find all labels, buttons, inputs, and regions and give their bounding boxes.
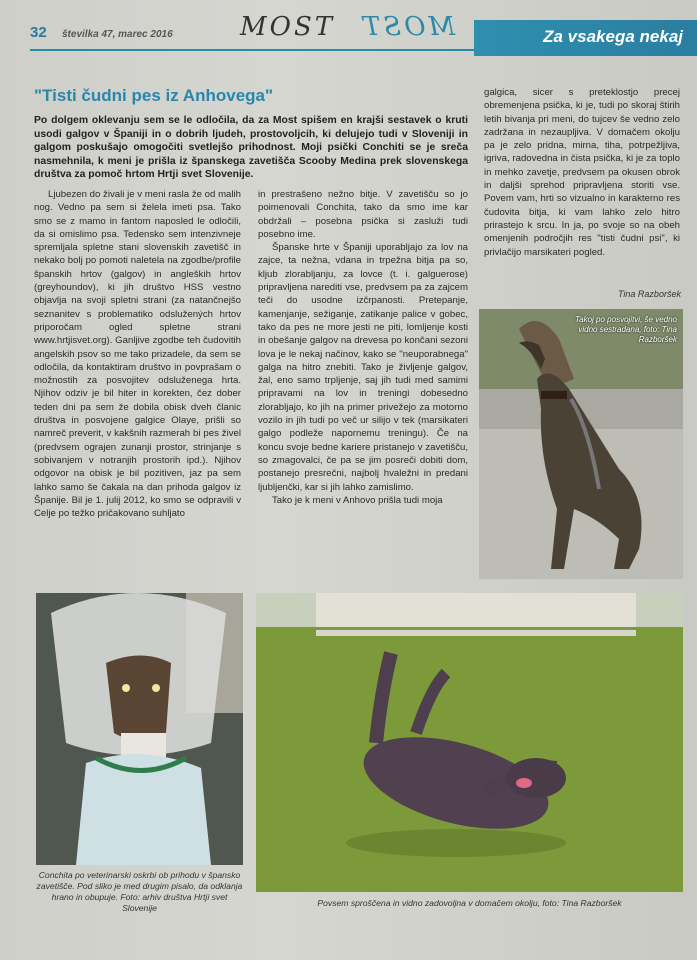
- logo-mirror-text: MOST: [360, 12, 456, 42]
- column-3: [484, 86, 680, 259]
- author-signature: Tina Razboršek: [618, 289, 681, 299]
- column-2-paragraph-2: Španske hrte v Španiji uporabljajo za lov na zajce, ta nežna, vdana in trpežna bitja pa so, kljub zlorabljanju, za lovce (t. i. galguerose) pripravljena narediti vse, predvsem pa za zajcem teči do usodne izčrpanosti. Pretepanje, kamenjanje, sežiganje, zatikanje palice v gobec, tako da pes ne more jesti ne piti, lomljenje kosti in obešanje galgov na drevesa po končani sezoni lova je le nekaj načinov, kako se "neuporabnega" galga na hitro znebiti. Tako je življenje galgov, žal, eno samo trpljenje, saj jih tudi med samimi pripravami na lov in treningi dobesedno zlorabljajo, ko jih na primer privežejo za motorno vozilo in jih tudi po več ur silijo v tek (marsikateri galgo podleže napornemu treningu). Če na koncu svoje bedne kariere pristanejo v zavetišču, so zmagovalci, če pa se jim posreči dobiti dom, postanejo presrečni, najbolj hvaležni in predani ljubljenčki, kar si jih lahko zamislimo.: [258, 242, 468, 493]
- article-title: "Tisti čudni pes iz Anhovega": [34, 86, 274, 105]
- photo-3-caption: Povsem sproščena in vidno zadovoljna v domačem okolju, foto: Tina Razboršek: [317, 898, 622, 908]
- header-rule: [30, 49, 474, 51]
- column-2: [258, 188, 468, 507]
- logo-text: MOST: [240, 12, 336, 42]
- issue-label: številka 47, marec 2016: [62, 29, 173, 40]
- photo-1-caption: Takoj po posvojitvi, še vedno vidno sestradana, foto: Tina Razboršek: [575, 315, 677, 344]
- column-1: [34, 188, 241, 520]
- dog-grass-illustration: [256, 593, 683, 892]
- column-1-text: Ljubezen do živali je v meni rasla že od malih nog. Vedno pa sem si želela imeti psa. Tako smo se z mamo in fantom naposled le odločili, da si omislimo psa. Tedensko sem intenzivneje spremljala spletne stani slovenskih zavetišč in nekako bolj po pomoti naletela na zgodbe/profile španskih hrtov (galgov) in angleških hrtov (greyhoundov), ki jih društvo HSS vestno objavlja na svoji spletni strani (za natančnejšo seznanitev s problematiko odslužených hrtov priporočam ogled spletne strani www.hrtjisvet.org). Ganljive zgodbe teh čudovitih angelskih psov so me tako prizadele, da sem se odločila, da kontaktiram društvo in povprašam o možnostih za posvojitev odsluženega hrta. Njihov odziv je bil hiter in korekten, čez dober teden dni pa sem že dobila obisk dveh članic društva in posvojene galgice Olaye, prišli so namreč preverit, v kakšnih razmerah bi pes živel (predvsem ograjen zunanji prostor, strinjanje s sobivanjem v notranjih prostorih ipd.). Njihov odgovor na obisk je bil pozitiven, jaz pa sem lahko samo še čakala na dan prihoda galgov iz Španije. Bil je 1. julij 2012, ko smo se odpravili v Celje po težko pričakovano suhljato: [34, 189, 241, 520]
- dog-cone-illustration: [36, 593, 243, 865]
- column-3-text: galgica, sicer s preteklostjo precej obremenjena psička, ki je, tudi po skoraj štirih letih bivanja pri meni, do tujcev še vedno zelo zadržana in nezaupljiva. V domačem okolju pa je zelo pridna, mirna, tiha, potrpežljiva, igriva, radovedna in čista psička, ki je za toplo in mehko zavetje, predvsem pa okusen obrok in dalјši sprehod pripravljena storiti vse. Povem vam, hrti so vizualno in karakterno res čudovita bitja, ki vam lahko zelo hitro prirastejo k srcu. In ja, po svoje so na obeh omenjenih področjih res "tisti čudni psi", ki privlačijo marsikateri pogled.: [484, 87, 680, 258]
- column-2-paragraph-1: in prestrašeno nežno bitje. V zavetišču so jo poimenovali Conchita, tako da smo ime kar obdržali – posebna psička si zasluži tudi posebno ime.: [258, 189, 468, 240]
- article-lead: Po dolgem oklevanju sem se le odločila, da za Most spišem en krajši sestavek o kruti usodi galgov v Španiji in o dobrih ljudeh, prostovoljcih, ki delujejo tudi v Sloveniji in galgom poskušajo omogočiti svetlejšo prihodnost. Moji psički Conchiti se je sreča nasmehnila, k meni je prišla iz španskega zavetišča Scooby Medina prek slovenskega društva za pomoč hrtom Hrtji svet Slovenije.: [34, 115, 468, 181]
- photo-2-caption: Conchita po veterinarski oskrbi ob prihodu v špansko zavetišče. Pod sliko je med drugim pisalo, da odklanja hrano in obupuje. Foto: arhiv društva Hrtji svet Slovenije: [36, 870, 243, 913]
- photo-dog-cone: [36, 593, 243, 865]
- section-title: Za vsakega nekaj: [543, 27, 683, 46]
- page-number: 32: [30, 24, 47, 41]
- section-banner: [474, 20, 697, 56]
- photo-dog-grass: [256, 593, 683, 892]
- magazine-logo: [240, 12, 480, 48]
- column-2-paragraph-3: Tako je k meni v Anhovo prišla tudi moja: [272, 494, 443, 506]
- dog-standing-illustration: [479, 309, 683, 579]
- photo-dog-standing: [479, 309, 683, 579]
